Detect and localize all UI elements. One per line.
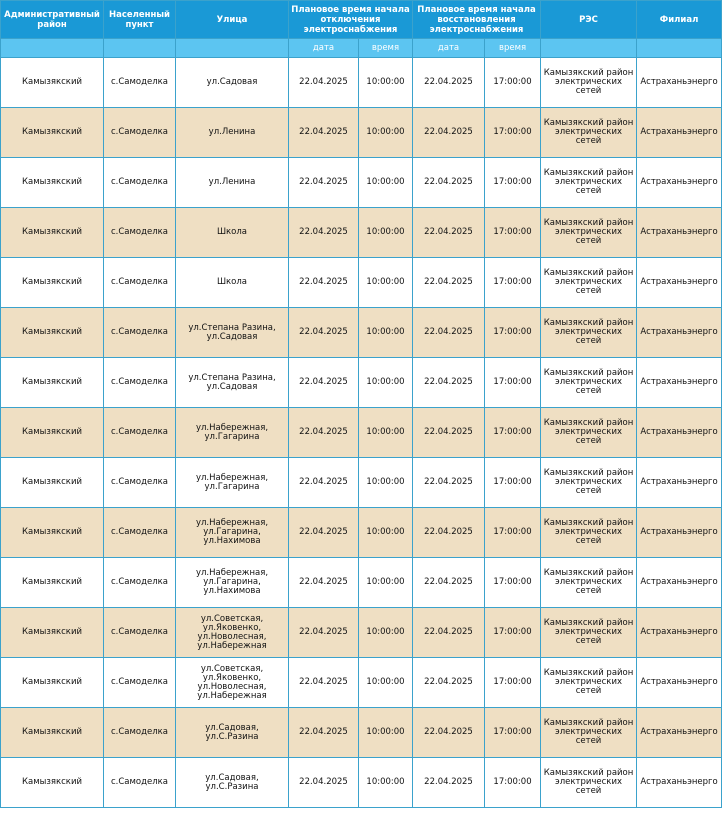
cell-street: ул.Набережная, ул.Гагарина, ул.Нахимова xyxy=(176,508,289,558)
cell-on-time: 17:00:00 xyxy=(485,208,541,258)
cell-on-date: 22.04.2025 xyxy=(413,608,485,658)
cell-res: Камызякский район электрических сетей xyxy=(541,758,637,808)
cell-res: Камызякский район электрических сетей xyxy=(541,258,637,308)
table-row xyxy=(1,458,722,508)
cell-settlement: с.Самоделка xyxy=(104,508,176,558)
cell-district: Камызякский xyxy=(1,508,104,558)
cell-street: ул.Степана Разина, ул.Садовая xyxy=(176,358,289,408)
cell-branch: Астраханьэнерго xyxy=(637,708,722,758)
cell-res: Камызякский район электрических сетей xyxy=(541,208,637,258)
cell-branch: Астраханьэнерго xyxy=(637,408,722,458)
cell-settlement: с.Самоделка xyxy=(104,158,176,208)
cell-res: Камызякский район электрических сетей xyxy=(541,708,637,758)
cell-street: ул.Советская, ул.Яковенко, ул.Новолесная, ул.Набережная xyxy=(176,658,289,708)
cell-street: ул.Ленина xyxy=(176,108,289,158)
cell-on-time: 17:00:00 xyxy=(485,108,541,158)
cell-on-time: 17:00:00 xyxy=(485,508,541,558)
cell-off-date: 22.04.2025 xyxy=(289,358,359,408)
subheader-on-time: время xyxy=(485,39,541,58)
cell-branch: Астраханьэнерго xyxy=(637,508,722,558)
table-row xyxy=(1,408,722,458)
table-row xyxy=(1,608,722,658)
cell-off-time: 10:00:00 xyxy=(359,608,413,658)
subheader-empty xyxy=(176,39,289,58)
cell-on-date: 22.04.2025 xyxy=(413,508,485,558)
cell-on-time: 17:00:00 xyxy=(485,408,541,458)
header-settlement: Населенный пункт xyxy=(104,1,176,39)
cell-branch: Астраханьэнерго xyxy=(637,58,722,108)
cell-street: ул.Степана Разина, ул.Садовая xyxy=(176,308,289,358)
cell-district: Камызякский xyxy=(1,358,104,408)
cell-off-date: 22.04.2025 xyxy=(289,408,359,458)
cell-street: Школа xyxy=(176,208,289,258)
header-planned-on: Плановое время начала восстановления электроснабжения xyxy=(413,1,541,39)
cell-district: Камызякский xyxy=(1,758,104,808)
cell-res: Камызякский район электрических сетей xyxy=(541,108,637,158)
cell-res: Камызякский район электрических сетей xyxy=(541,158,637,208)
cell-settlement: с.Самоделка xyxy=(104,658,176,708)
cell-off-time: 10:00:00 xyxy=(359,308,413,358)
table-body xyxy=(1,58,722,808)
cell-on-time: 17:00:00 xyxy=(485,658,541,708)
cell-district: Камызякский xyxy=(1,708,104,758)
cell-off-time: 10:00:00 xyxy=(359,558,413,608)
cell-off-date: 22.04.2025 xyxy=(289,558,359,608)
table-row xyxy=(1,758,722,808)
table-row xyxy=(1,658,722,708)
cell-off-date: 22.04.2025 xyxy=(289,108,359,158)
cell-on-time: 17:00:00 xyxy=(485,258,541,308)
header-res: РЭС xyxy=(541,1,637,39)
cell-district: Камызякский xyxy=(1,258,104,308)
cell-branch: Астраханьэнерго xyxy=(637,208,722,258)
cell-off-time: 10:00:00 xyxy=(359,108,413,158)
cell-settlement: с.Самоделка xyxy=(104,308,176,358)
cell-settlement: с.Самоделка xyxy=(104,108,176,158)
cell-branch: Астраханьэнерго xyxy=(637,458,722,508)
cell-district: Камызякский xyxy=(1,658,104,708)
subheader-off-date: дата xyxy=(289,39,359,58)
cell-off-time: 10:00:00 xyxy=(359,458,413,508)
cell-res: Камызякский район электрических сетей xyxy=(541,508,637,558)
subheader-empty xyxy=(1,39,104,58)
cell-off-date: 22.04.2025 xyxy=(289,458,359,508)
cell-on-time: 17:00:00 xyxy=(485,458,541,508)
cell-res: Камызякский район электрических сетей xyxy=(541,408,637,458)
cell-district: Камызякский xyxy=(1,308,104,358)
cell-settlement: с.Самоделка xyxy=(104,358,176,408)
cell-off-time: 10:00:00 xyxy=(359,658,413,708)
cell-res: Камызякский район электрических сетей xyxy=(541,358,637,408)
subheader-empty xyxy=(104,39,176,58)
cell-street: ул.Садовая, ул.С.Разина xyxy=(176,708,289,758)
cell-off-time: 10:00:00 xyxy=(359,258,413,308)
cell-settlement: с.Самоделка xyxy=(104,708,176,758)
cell-off-time: 10:00:00 xyxy=(359,208,413,258)
cell-off-time: 10:00:00 xyxy=(359,358,413,408)
cell-street: Школа xyxy=(176,258,289,308)
cell-off-date: 22.04.2025 xyxy=(289,208,359,258)
cell-off-date: 22.04.2025 xyxy=(289,58,359,108)
cell-off-date: 22.04.2025 xyxy=(289,308,359,358)
cell-settlement: с.Самоделка xyxy=(104,758,176,808)
cell-on-date: 22.04.2025 xyxy=(413,408,485,458)
table-row xyxy=(1,708,722,758)
cell-branch: Астраханьэнерго xyxy=(637,108,722,158)
table-row xyxy=(1,558,722,608)
cell-on-date: 22.04.2025 xyxy=(413,58,485,108)
cell-on-date: 22.04.2025 xyxy=(413,708,485,758)
cell-res: Камызякский район электрических сетей xyxy=(541,558,637,608)
cell-district: Камызякский xyxy=(1,208,104,258)
cell-branch: Астраханьэнерго xyxy=(637,658,722,708)
cell-off-date: 22.04.2025 xyxy=(289,158,359,208)
cell-off-date: 22.04.2025 xyxy=(289,608,359,658)
cell-off-date: 22.04.2025 xyxy=(289,708,359,758)
header-district: Административный район xyxy=(1,1,104,39)
cell-off-time: 10:00:00 xyxy=(359,158,413,208)
cell-off-date: 22.04.2025 xyxy=(289,758,359,808)
cell-on-time: 17:00:00 xyxy=(485,358,541,408)
cell-on-date: 22.04.2025 xyxy=(413,458,485,508)
table-row xyxy=(1,358,722,408)
cell-district: Камызякский xyxy=(1,158,104,208)
cell-street: ул.Набережная, ул.Гагарина xyxy=(176,458,289,508)
cell-off-time: 10:00:00 xyxy=(359,508,413,558)
header-row xyxy=(1,1,722,39)
cell-on-time: 17:00:00 xyxy=(485,758,541,808)
table-row xyxy=(1,208,722,258)
cell-off-time: 10:00:00 xyxy=(359,58,413,108)
cell-on-time: 17:00:00 xyxy=(485,158,541,208)
table-row xyxy=(1,158,722,208)
header-branch: Филиал xyxy=(637,1,722,39)
cell-street: ул.Ленина xyxy=(176,158,289,208)
cell-res: Камызякский район электрических сетей xyxy=(541,308,637,358)
cell-street: ул.Садовая xyxy=(176,58,289,108)
cell-branch: Астраханьэнерго xyxy=(637,158,722,208)
cell-on-date: 22.04.2025 xyxy=(413,658,485,708)
cell-district: Камызякский xyxy=(1,458,104,508)
cell-on-time: 17:00:00 xyxy=(485,608,541,658)
subheader-empty xyxy=(637,39,722,58)
table-row xyxy=(1,508,722,558)
cell-off-date: 22.04.2025 xyxy=(289,658,359,708)
table-row xyxy=(1,58,722,108)
table-row xyxy=(1,258,722,308)
cell-settlement: с.Самоделка xyxy=(104,258,176,308)
cell-res: Камызякский район электрических сетей xyxy=(541,458,637,508)
cell-res: Камызякский район электрических сетей xyxy=(541,58,637,108)
table-row xyxy=(1,308,722,358)
cell-on-date: 22.04.2025 xyxy=(413,258,485,308)
cell-on-date: 22.04.2025 xyxy=(413,558,485,608)
cell-branch: Астраханьэнерго xyxy=(637,758,722,808)
table-header xyxy=(1,1,722,58)
cell-branch: Астраханьэнерго xyxy=(637,308,722,358)
subheader-on-date: дата xyxy=(413,39,485,58)
cell-branch: Астраханьэнерго xyxy=(637,608,722,658)
cell-district: Камызякский xyxy=(1,558,104,608)
cell-settlement: с.Самоделка xyxy=(104,608,176,658)
cell-off-date: 22.04.2025 xyxy=(289,258,359,308)
cell-settlement: с.Самоделка xyxy=(104,558,176,608)
table-row xyxy=(1,108,722,158)
subheader-off-time: время xyxy=(359,39,413,58)
cell-off-date: 22.04.2025 xyxy=(289,508,359,558)
cell-off-time: 10:00:00 xyxy=(359,708,413,758)
header-planned-off: Плановое время начала отключения электроснабжения xyxy=(289,1,413,39)
cell-on-time: 17:00:00 xyxy=(485,708,541,758)
cell-settlement: с.Самоделка xyxy=(104,458,176,508)
cell-district: Камызякский xyxy=(1,58,104,108)
cell-street: ул.Садовая, ул.С.Разина xyxy=(176,758,289,808)
cell-on-date: 22.04.2025 xyxy=(413,158,485,208)
cell-on-date: 22.04.2025 xyxy=(413,758,485,808)
header-street: Улица xyxy=(176,1,289,39)
cell-on-date: 22.04.2025 xyxy=(413,358,485,408)
cell-street: ул.Советская, ул.Яковенко, ул.Новолесная, ул.Набережная xyxy=(176,608,289,658)
cell-res: Камызякский район электрических сетей xyxy=(541,608,637,658)
cell-branch: Астраханьэнерго xyxy=(637,558,722,608)
cell-branch: Астраханьэнерго xyxy=(637,258,722,308)
cell-street: ул.Набережная, ул.Гагарина, ул.Нахимова xyxy=(176,558,289,608)
cell-on-time: 17:00:00 xyxy=(485,58,541,108)
cell-res: Камызякский район электрических сетей xyxy=(541,658,637,708)
cell-district: Камызякский xyxy=(1,408,104,458)
cell-off-time: 10:00:00 xyxy=(359,408,413,458)
cell-settlement: с.Самоделка xyxy=(104,58,176,108)
cell-on-date: 22.04.2025 xyxy=(413,208,485,258)
cell-district: Камызякский xyxy=(1,108,104,158)
cell-on-date: 22.04.2025 xyxy=(413,108,485,158)
cell-on-time: 17:00:00 xyxy=(485,308,541,358)
cell-district: Камызякский xyxy=(1,608,104,658)
subheader-empty xyxy=(541,39,637,58)
cell-settlement: с.Самоделка xyxy=(104,208,176,258)
cell-off-time: 10:00:00 xyxy=(359,758,413,808)
subheader-row xyxy=(1,39,722,58)
cell-on-date: 22.04.2025 xyxy=(413,308,485,358)
cell-settlement: с.Самоделка xyxy=(104,408,176,458)
cell-on-time: 17:00:00 xyxy=(485,558,541,608)
cell-branch: Астраханьэнерго xyxy=(637,358,722,408)
cell-street: ул.Набережная, ул.Гагарина xyxy=(176,408,289,458)
